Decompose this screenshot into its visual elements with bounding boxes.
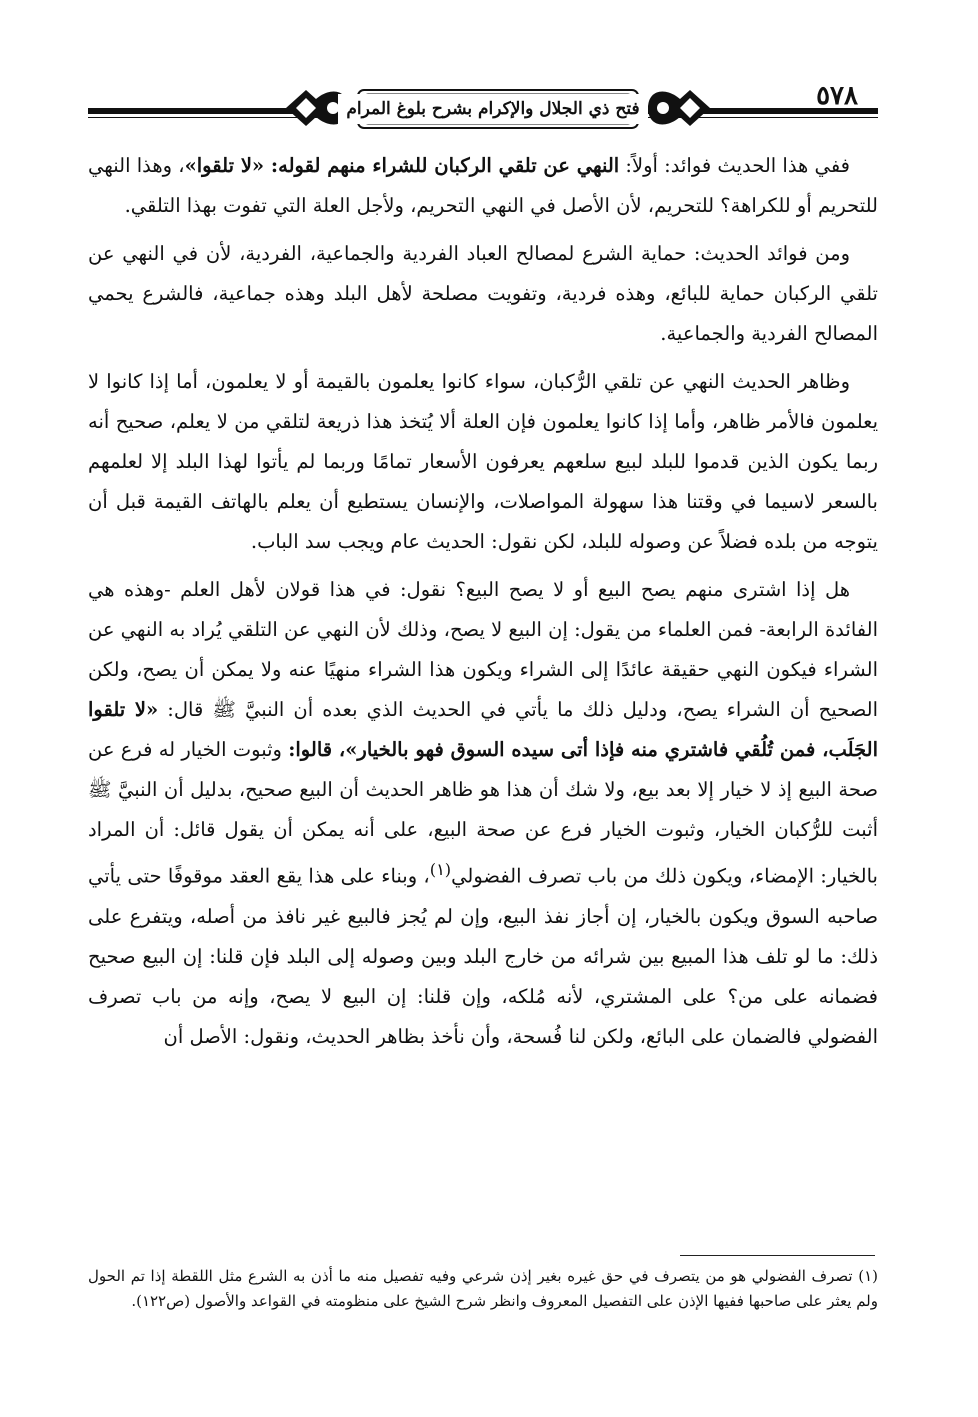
hadith-quote: «لا تلقوا الجَلَب، فمن تُلُقي فاشتري منه فإذا أتى سيده السوق فهو بالخيار»، قالوا:: [88, 698, 878, 761]
footnote-marker[interactable]: (١): [429, 860, 452, 879]
footnote: [88, 1264, 878, 1314]
text-run: هل إذا اشترى منهم يصح البيع أو لا يصح البيع؟ نقول: في هذا قولان لأهل العلم -وهذه هي الفائدة الرابعة- فمن العلماء من يقول: إن البيع لا يصح، وذلك لأن النهي عن التلقي يُراد به النهي عن الشراء فيكون النهي حقيقة عائدًا إلى الشراء ويكون هذا الشراء منهيًا عنه ولا يمكن أن يصح، ولكن الصحيح أن الشراء يصح، ودليل ذلك ما يأتي في الحديث الذي بعده أن النبيَّ ﷺ قال:: [88, 578, 878, 721]
hadith-quote: النهي عن تلقي الركبان للشراء منهم لقوله: «لا تلقوا»: [184, 154, 620, 177]
paragraph: [88, 570, 878, 1057]
text-run: ففي هذا الحديث فوائد: أولاً:: [625, 154, 850, 177]
text-run: وثبوت الخيار له فرع عن صحة البيع إذ لا خيار إلا بعد بيع، ولا شك أن هذا هو ظاهر الحديث أن البيع صحيح، بدليل أن النبيَّ ﷺ أثبت للرُّكبان الخيار، وثبوت الخيار فرع عن صحة البيع، على أنه يمكن أن يقول قائل: أن المراد بالخيار: الإمضاء، ويكون ذلك من باب تصرف الفضولي: [88, 738, 878, 888]
footnote-divider: [680, 1255, 875, 1256]
paragraph: [88, 146, 878, 226]
main-text: [88, 146, 878, 1057]
text-run: ، وبناء على هذا يقع العقد موقوفًا حتى يأتي صاحبه السوق ويكون بالخيار، إن أجاز نفذ البيع، وإن لم يُجز فالبيع غير نافذ من أصله، ويتفرع على ذلك: ما لو تلف هذا المبيع بين شرائه من خارج البلد وبين وصوله إلى البلد فإن قلنا: إن البيع صحيح فضمانه على من؟ على المشتري، لأنه مُلكه، وإن قلنا: إن البيع لا يصح، وإنه من باب تصرف الفضولي فالضمان على البائع، ولكن لنا فُسحة، وأن نأخذ بظاهر الحديث، ونقول: الأصل أن: [88, 864, 878, 1048]
paragraph: وظاهر الحديث النهي عن تلقي الرُّكبان، سواء كانوا يعلمون بالقيمة أو لا يعلمون، أما إذا كانوا لا يعلمون فالأمر ظاهر، وأما إذا كانوا يعلمون فإن العلة ألا يُتخذ هذا ذريعة لتلقي من لا يعلم، صحيح أنه ربما يكون الذين قدموا للبلد لبيع سلعهم يعرفون الأسعار تمامًا وربما لم يأتوا لهذا البلد إلا لعلمهم بالسعر لاسيما في وقتنا هذا سهولة المواصلات، والإنسان يستطيع أن يعلم بالهاتف القيمة قبل أن يتوجه من بلده فضلاً عن وصوله للبلد، لكن نقول: الحديث عام ويجب سد الباب.: [88, 370, 878, 553]
book-title: فتح ذي الجلال والإكرام بشرح بلوغ المرام: [338, 94, 648, 124]
text-run: ، وهذا النهي للتحريم أو للكراهة؟ للتحريم، لأن الأصل في النهي التحريم، ولأجل العلة التي تفوت بهذا التلقي.: [88, 154, 878, 217]
footnote-text: (١) تصرف الفضولي هو من يتصرف في حق غيره بغير إذن شرعي وفيه تفصيل منه ما أذن به الشرع مثل اللقطة إذا تم الحول ولم يعثر على صاحبها ففيها الإذن على التفصيل المعروف وانظر شرح الشيخ على منظومته في القواعد والأصول (ص١٢٢).: [88, 1267, 878, 1310]
page-header: [88, 70, 878, 140]
paragraph: ومن فوائد الحديث: حماية الشرع لمصالح العباد الفردية والجماعية، الفردية، لأن في النهي عن تلقي الركبان حماية للبائع، وهذه فردية، وتفويت مصلحة لأهل البلد وهذه جماعية، فالشرع يحمي المصالح الفردية والجماعية.: [88, 242, 878, 345]
page-number: ٥٧٨: [816, 81, 858, 111]
